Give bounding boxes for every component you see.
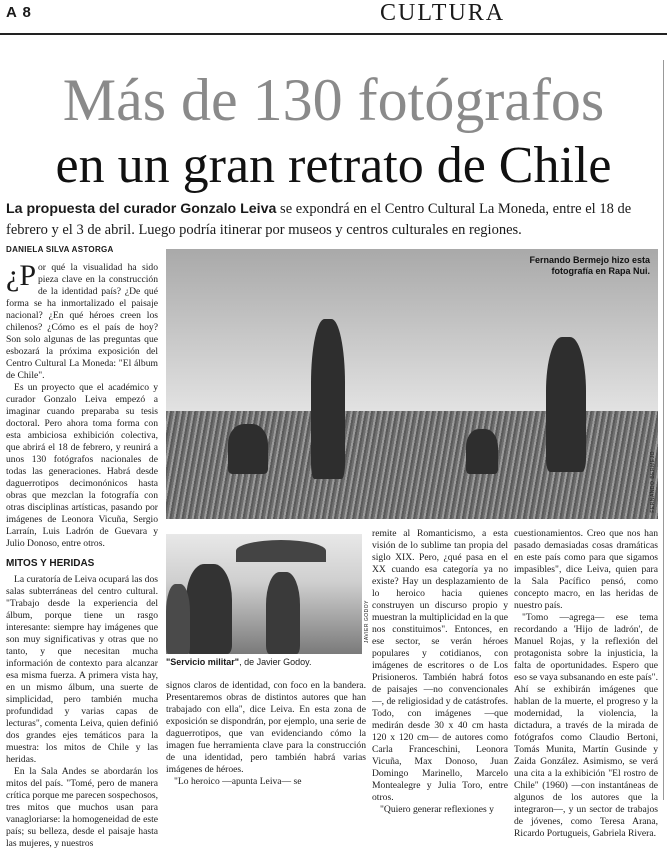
column-divider (663, 60, 664, 800)
col4-paragraph-2: "Tomo —agrega— ese tema recordando a 'Hijo de ladrón', de Manuel Rojas, y la reflexión del protagonista sobre la injusticia, la falta de oportunidades. Espero que eso se vaya subsanando en este país". Ahí se exhibirán imágenes que hablan de la muerte, el progreso y la modernidad, la violencia, la dictadura, a través de la mirada de fotógrafos como Claudio Bertoni, Tomás Munita, Martín Gusinde y Zaida González. Asimismo, se verá una cita a la exhibición "El rostro de Chile" (1960) —con instantáneas de algunos de los autores que la integraron—, y un sector de trabajos de jóvenes, como Teresa Arana, Ricardo Portugueis, Gabriela Rivera. (514, 612, 658, 839)
header-rule (0, 33, 667, 35)
col2-paragraph-2: "Lo heroico —apunta Leiva— se (174, 776, 302, 787)
column-2 (166, 680, 366, 800)
soldier-figure-1 (186, 564, 232, 654)
second-photo-credit: JAVIER GODOY (364, 600, 370, 644)
lede (6, 199, 658, 241)
headline-line-2: en un gran retrato de Chile (55, 137, 612, 194)
col1-paragraph-4: En la Sala Andes se abordarán los mitos del país. "Tomé, pero de manera crítica porque me parecen sospechosos, tres mitos que muchos usan para vanagloriarse: la homogeneidad de este país; su belleza, desde el paisaje hasta las mujeres, y nuestros (6, 766, 158, 849)
section-title: CULTURA (380, 0, 506, 26)
carousel-canopy (236, 540, 326, 562)
col3-paragraph-2: "Quiero generar reflexiones y (380, 804, 494, 815)
soldier-figure-2 (266, 572, 300, 654)
col1-paragraph-3: La curatoría de Leiva ocupará las dos salas subterráneas del centro cultural. "Trabajo desde la experiencia del álbum, porque tiene un rasgo interesante: siempre hay imágenes que son muy significativas y otras que no tanto, y que necesitan mucha información de contexto para alcanzar esa misma fuerza. A primera vista hay, en un mismo álbum, una suerte de simplicidad, pero también mucha profundidad y varias capas de lecturas", comenta Leiva, quien definió dos grandes ejes temáticos para la muestra: los mitos de Chile y las heridas. (6, 574, 158, 765)
page-number: A 8 (6, 4, 32, 21)
column-4 (514, 528, 658, 839)
lede-text: se expondrá en el Centro Cultural La Moneda, entre el 18 de febrero y el 3 de abril. Luego podría itinerar por museos y centros culturales en regiones. (6, 201, 632, 238)
subhead-mitos-heridas: MITOS Y HERIDAS (6, 558, 95, 569)
second-photo (166, 534, 362, 654)
lede-bold: La propuesta del curador Gonzalo Leiva (6, 201, 277, 217)
byline: DANIELA SILVA ASTORGA (6, 245, 114, 254)
col4-paragraph-1: cuestionamientos. Creo que nos han pasado demasiadas cosas dramáticas en este país como para que sigamos impasibles", dice Leiva, quien para la Sala Pacífico pensó, como concepto macro, en las heridas de nuestro país. (514, 528, 658, 611)
col1-paragraph-1: ¿P or qué la visualidad ha sido pieza clave en la construcción de la identidad país? ¿De qué forma se ha inmortalizado el paisaje nacional? ¿En qué héroes creen los chilenos? ¿Cómo es el país de hoy? Son solo algunas de las preguntas que esbozará la próxima exposición del Centro Cultural La Moneda: "El álbum de Chile". (6, 259, 158, 381)
soldier-figure-3 (166, 584, 190, 654)
figure-standing-2 (546, 337, 586, 472)
dropcap: ¿P (6, 259, 36, 292)
col2-paragraph-1: signos claros de identidad, con foco en la bandera. Presentaremos obras de distintos autores que han trabajado con ella", dice Leiva. En esta zona de exposición se dispondrán, por ejemplo, una serie de daguerrotipos, que van evidenciando cómo la imagen fue herramienta clave para la construcción de una identidad, pero también habrá varias imágenes de héroes. (166, 680, 366, 775)
second-photo-caption-title: "Servicio militar" (166, 657, 240, 667)
main-photo-caption: Fernando Bermejo hizo esta fotografía en Rapa Nui. (529, 255, 650, 276)
second-photo-caption (166, 657, 366, 667)
figure-crouching-2 (466, 429, 498, 474)
column-3 (372, 528, 508, 815)
second-photo-caption-author: , de Javier Godoy. (239, 657, 312, 667)
figure-crouching-1 (228, 424, 268, 474)
main-photo-credit: FERNANDO BERMEJO (650, 451, 656, 513)
col1-paragraph-2: Es un proyecto que el académico y curador Gonzalo Leiva empezó a imaginar cuando preparaba su tesis doctoral. Pero ahora toma forma con esta ambiciosa exhibición colectiva, que abrirá el 18 de febrero, y reunirá a unos 130 fotógrafos nacionales de todas las generaciones. Habrá desde daguerrotipos decimonónicos hasta obras que mezclan la fotografía con otras disciplinas artísticas, pasando por imágenes de Leonora Vicuña, Sergio Larraín, Luis Ladrón de Guevara y Julio Donoso, entre otros. (6, 382, 158, 549)
main-photo (166, 249, 658, 519)
column-1 (6, 259, 158, 849)
col3-paragraph-1: remite al Romanticismo, a esta visión de lo sublime tan propia del siglo XIX. Pero, ¿qué pasa en el XX cuando esa categoría ya no existe? Hay un desplazamiento de lo heroico hacia quienes construyen un discurso propio y muestran la multiplicidad en la que nos constituimos". Entonces, en ese sector, se verán héroes populares y cotidianos, con imágenes de escritores o de Los Prisioneros. También habrá fotos de paisajes —no convencionales—, de religiosidad y de catástrofes. Todo, con imágenes —que medirán desde 30 x 40 cm hasta 120 x 120 cm— de autores como Carla Franceschini, Leonora Vicuña, Max Donoso, Juan Domingo Marinello, Marcelo Montealegre y Julia Toro, entre otros. (372, 528, 508, 803)
figure-standing-1 (311, 319, 345, 479)
headline-line-1: Más de 130 fotógrafos (62, 67, 605, 133)
